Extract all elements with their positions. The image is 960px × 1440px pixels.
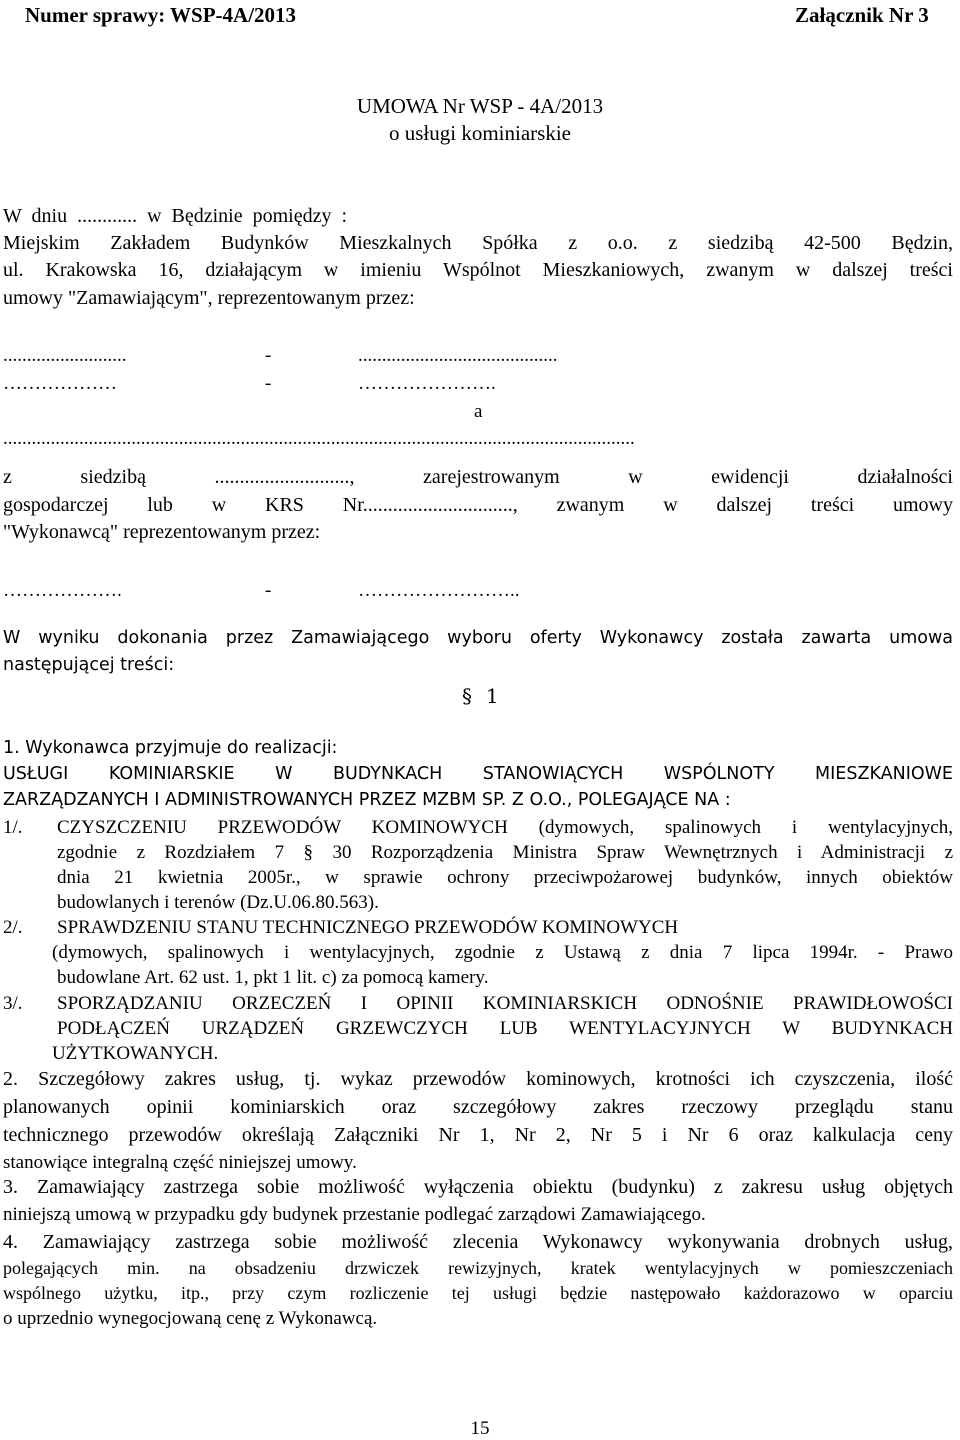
rep2-dash: - [265, 580, 272, 601]
item1-line-2: zgodnie z Rozdziałem 7 § 30 Rozporządzenia Ministra Spraw Wewnętrznych i Administracji z [57, 842, 953, 863]
rep1-left-dots: .......................... [3, 345, 127, 366]
result-line-2: następującej treści: [3, 655, 175, 675]
contract-subtitle: o usługi kominiarskie [389, 121, 571, 145]
case-number: Numer sprawy: WSP-4A/2013 [25, 3, 297, 27]
p4-line-3: wspólnego użytku, itp., przy czym rozliczenie tej usługi będzie następowało każdorazowo w oparciu [3, 1283, 953, 1303]
section-symbol: § [462, 684, 472, 708]
page-number: 15 [470, 1418, 490, 1439]
p3-line-2: niniejszą umową w przypadku gdy budynek przestanie podlegać zarządowi Zamawiającego. [3, 1204, 706, 1225]
p2-line-2: planowanych opinii kominiarskich oraz szczegółowy zakres rzeczowy przeglądu stanu [3, 1096, 953, 1118]
section-number: 1 [486, 684, 499, 708]
intro-line-4: umowy "Zamawiającym", reprezentowanym przez: [3, 287, 415, 309]
item2-line-2: (dymowych, spalinowych i wentylacyjnych, zgodnie z Ustawą z dnia 7 lipca 1994r. - Prawo [52, 942, 953, 963]
contractor-line-2: gospodarczej lub w KRS Nr.............................., zwanym w dalszej treści umowy [3, 494, 953, 516]
p4-line-1: 4. Zamawiający zastrzega sobie możliwość zlecenia Wykonawcy wykonywania drobnych usług, [3, 1231, 953, 1253]
rep1-right-dots: .......................................... [358, 345, 558, 366]
contract-title: UMOWA Nr WSP - 4A/2013 [356, 94, 604, 118]
rep1-dash-2: - [265, 373, 272, 394]
p4-line-2: polegających min. na obsadzeniu drzwiczek rewizyjnych, kratek wentylacyjnych w pomieszczeniach [3, 1258, 953, 1278]
item1-line-1: CZYSZCZENIU PRZEWODÓW KOMINOWYCH (dymowych, spalinowych i wentylacyjnych, [57, 817, 953, 838]
p1-line-3: ZARZĄDZANYCH I ADMINISTROWANYCH PRZEZ MZBM SP. Z O.O., POLEGAJĄCE NA : [3, 790, 731, 810]
result-line-1: W wyniku dokonania przez Zamawiającego wyboru oferty Wykonawcy została zawarta umowa [3, 628, 953, 648]
rep2-left-ellipsis: ………………. [3, 580, 122, 601]
rep1-right-ellipsis: …………………. [358, 373, 496, 394]
contractor-line-1: z siedzibą ..........................., zarejestrowanym w ewidencji działalności [3, 466, 953, 488]
item3-line-2: PODŁĄCZEŃ URZĄDZEŃ GRZEWCZYCH LUB WENTYLACYJNYCH W BUDYNKACH [57, 1018, 953, 1039]
p4-line-4: o uprzednio wynegocjowaną cenę z Wykonawcą. [3, 1308, 378, 1329]
p2-line-3: technicznego przewodów określają Załączniki Nr 1, Nr 2, Nr 5 i Nr 6 oraz kalkulacja ceny [3, 1124, 953, 1146]
p3-line-1: 3. Zamawiający zastrzega sobie możliwość wyłączenia obiektu (budynku) z zakresu usług objętych [3, 1176, 953, 1198]
item2-number: 2/. [3, 917, 23, 938]
rep1-left-ellipsis: ……………… [3, 373, 117, 394]
item1-number: 1/. [3, 817, 23, 838]
item2-line-1: SPRAWDZENIU STANU TECHNICZNEGO PRZEWODÓW KOMINOWYCH [57, 917, 679, 938]
intro-line-2: Miejskim Zakładem Budynków Mieszkalnych Spółka z o.o. z siedzibą 42-500 Będzin, [3, 232, 953, 254]
item3-line-1: SPORZĄDZANIU ORZECZEŃ I OPINII KOMINIARSKICH ODNOŚNIE PRAWIDŁOWOŚCI [57, 993, 953, 1014]
p1-line-2: USŁUGI KOMINIARSKIE W BUDYNKACH STANOWIĄCYCH WSPÓLNOTY MIESZKANIOWE [3, 764, 953, 784]
intro-line-1: W dniu ............ w Będzinie pomiędzy : [3, 205, 348, 227]
p1-line-1: 1. Wykonawca przyjmuje do realizacji: [3, 738, 338, 758]
p2-line-4: stanowiące integralną część niniejszej umowy. [3, 1152, 357, 1173]
rep1-dotted-line: ..................................................................................................................................... [3, 428, 635, 449]
item3-number: 3/. [3, 993, 23, 1014]
p2-line-1: 2. Szczegółowy zakres usług, tj. wykaz przewodów kominowych, krotności ich czyszczenia, ilość [3, 1068, 953, 1090]
item3-line-3: UŻYTKOWANYCH. [52, 1043, 219, 1064]
item1-line-4: budowlanych i terenów (Dz.U.06.80.563). [57, 892, 379, 913]
item2-line-3: budowlane Art. 62 ust. 1, pkt 1 lit. c) za pomocą kamery. [57, 967, 489, 988]
annex-label: Załącznik Nr 3 [795, 3, 929, 27]
rep1-dash: - [265, 345, 272, 366]
contractor-line-3: "Wykonawcą" reprezentowanym przez: [3, 521, 321, 543]
rep1-conjunction: a [474, 401, 483, 422]
rep2-right-ellipsis: …………………….. [358, 580, 520, 601]
item1-line-3: dnia 21 kwietnia 2005r., w sprawie ochrony przeciwpożarowej budynków, innych obiektów [57, 867, 953, 888]
intro-line-3: ul. Krakowska 16, działającym w imieniu Wspólnot Mieszkaniowych, zwanym w dalszej treści [3, 259, 953, 281]
